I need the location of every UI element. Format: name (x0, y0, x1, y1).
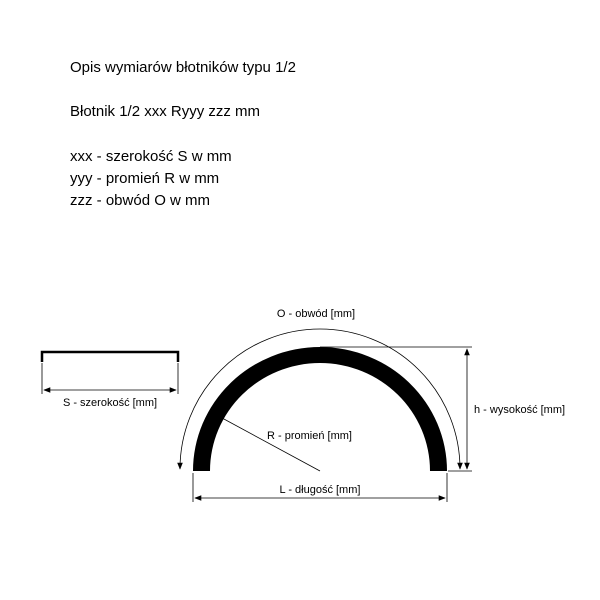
circumference-label: O - obwód [mm] (276, 308, 356, 320)
length-label: L - długość [mm] (279, 484, 361, 496)
width-label: S - szerokość [mm] (62, 397, 158, 409)
fender-arch (193, 347, 447, 471)
page-title: Opis wymiarów błotników typu 1/2 (70, 59, 296, 76)
width-profile-group (42, 352, 178, 409)
fender-formula: Błotnik 1/2 xxx Ryyy zzz mm (70, 103, 261, 120)
legend-circumference: zzz - obwód O w mm (70, 192, 211, 209)
legend-radius: yyy - promień R w mm (70, 170, 220, 187)
radius-label: R - promień [mm] (267, 430, 352, 442)
fender-cross-section (42, 352, 178, 362)
height-label: h - wysokość [mm] (474, 404, 566, 416)
legend-width: xxx - szerokość S w mm (70, 148, 232, 165)
